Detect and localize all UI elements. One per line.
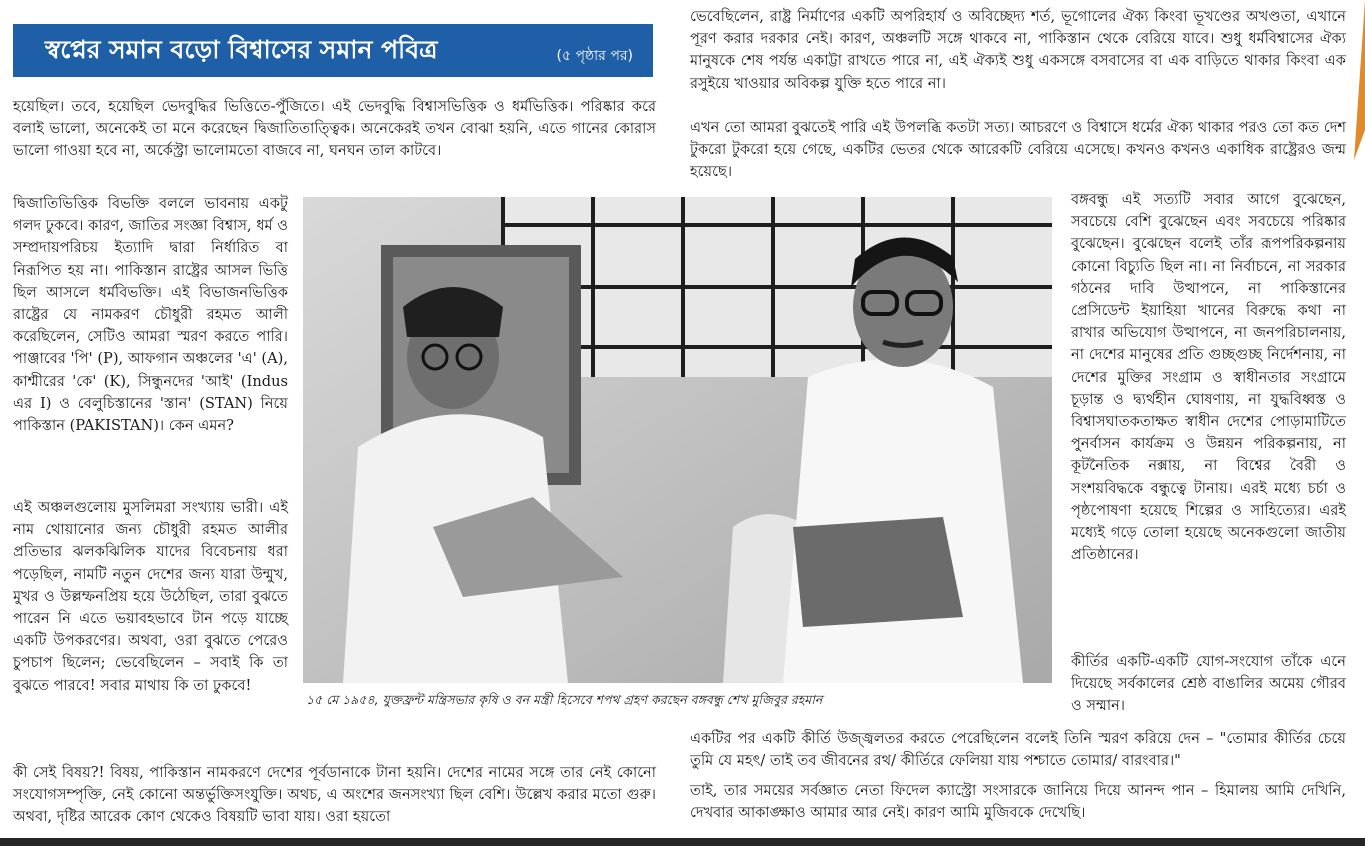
page-bottom-rule — [0, 838, 1365, 846]
paragraph-poem-quote: একটির পর একটি কীর্তি উজ্জ্বলতর করতে পেরেছিলেন বলেই তিনি স্মরণ করিয়ে দেন – "তোমার কীর্তির চেয়ে তুমি যে মহৎ/ তাই তব জীবনের রথ/ কীর্তিরে ফেলিয়া যায় পশ্চাতে তোমার/ বারংবার।" — [690, 730, 1346, 770]
paragraph-intro: হয়েছিল। তবে, হয়েছিল ভেদবুদ্ধির ভিত্তিতে-পুঁজিতে। এই ভেদবুদ্ধি বিশ্বাসভিত্তিক ও ধর্মভিত্তিক। পরিষ্কার করে বলাই ভালো, অনেকেই তা মনে করেছেন দ্বিজাতিতাত্ত্বিক। অনেকেরই তখন বোঝা হয়নি, এতে গানের কোরাস ভালো গাওয়া হবে না, অর্কেস্ট্রা ভালোমতো বাজবে না, ঘনঘন তাল কাটবে। — [13, 98, 656, 160]
page-edge-marker — [1352, 0, 1365, 160]
paragraph-bangabandhu: বঙ্গবন্ধু এই সত্যটি সবার আগে বুঝেছেন, সবচেয়ে বেশি বুঝেছেন এবং সবচেয়ে পরিষ্কার বুঝেছেন। বুঝেছেন বলেই তাঁর রূপপরিকল্পনায় কোনো বিচ্যুতি ছিল না। না নির্বাচনে, না সরকার গঠনের দাবি উত্থাপনে, না পাকিস্তানের প্রেসিডেন্ট ইয়াহিয়া খানের বিরুদ্ধে কথা না রাখার অভিযোগ উত্থাপনে, না জনপরিচালনায়, না দেশের মানুষের প্রতি গুচ্ছগুচ্ছ নির্দেশনায়, না দেশের মুক্তির সংগ্রাম ও স্বাধীনতার সংগ্রামে চূড়ান্ত ও দ্ব্যর্থহীন ঘোষণায়, না যুদ্ধবিধ্বস্ত ও বিশ্বাসঘাতকতাক্ষত স্বাধীন দেশের পোড়ামাটিতে পুনর্বাসন কার্যক্রম ও উন্নয়ন পরিকল্পনায়, না কূটনৈতিক নক্সায়, না বিশ্বের বৈরী ও সংশয়বিদ্ধকে বন্ধুত্বে টানায়। এরই মধ্যে চর্চা ও পৃষ্ঠপোষণা হয়েছে শিল্পের ও সাহিত্যের। এরই মধ্যেই গড়ে তোলা হয়েছে অনেকগুলো জাতীয় প্রতিষ্ঠানের। — [1071, 191, 1346, 564]
paragraph-castro-quote: তাই, তার সময়ের সর্বজ্ঞাত নেতা ফিদেল ক্যাস্ট্রো সংসারকে জানিয়ে দিয়ে আনন্দ পান – হিমালয় আমি দেখিনি, দেখবার আকাঙ্ক্ষাও আমার আর নেই। কারণ আমি মুজিবকে দেখেছি। — [690, 782, 1346, 822]
paragraph-muslim-majority: এই অঞ্চলগুলোয় মুসলিমরা সংখ্যায় ভারী। এই নাম থোয়ানোর জন্য চৌধুরী রহমত আলীর প্রতিভার ঝলকঝিলিক যাদের বিবেচনায় ধরা পড়েছিল, নামটি নতুন দেশের জন্য যারা উন্মুখ, মুখর ও উল্লম্ফনপ্রিয় হয়ে উঠেছিল, তারা বুঝতে পারেন নি এতে ভয়াবহভাবে টান পড়ে যাচ্ছে একটি উপকরণের। অথবা, ওরা বুঝতে পেরেও চুপচাপ ছিলেন; ভেবেছিলেন – সবাই কি তা বুঝতে পারবে! সবার মাথায় কি তা ঢুকবে! — [13, 499, 288, 694]
paragraph-east-wing: কী সেই বিষয়?! বিষয়, পাকিস্তান নামকরণে দেশের পূর্বডানাকে টানা হয়নি। দেশের নামের সঙ্গে তার নেই কোনো সংযোগসম্পৃক্তি, নেই কোনো অন্তর্ভুক্তিসংযুক্তি। অথচ, এ অংশের জনসংখ্যা ছিল বেশি। উল্লেখ করার মতো গুরু। অথবা, দৃষ্টির আরেক কোণ থেকেও বিষয়টি ভাবা যায়। ওরা হয়তো — [13, 764, 656, 826]
paragraph-glory: কীর্তির একটি-একটি যোগ-সংযোগ তাঁকে এনে দিয়েছে সর্বকালের শ্রেষ্ঠ বাঙালির অমেয় গৌরব ও সম্মান। — [1071, 653, 1346, 715]
photo-caption: ১৫ মে ১৯৫৪, যুক্তফ্রন্ট মন্ত্রিসভার কৃষি ও বন মন্ত্রী হিসেবে শপথ গ্রহণ করছেন বঙ্গবন্ধু শেখ মুজিবুর রহমান — [306, 692, 823, 707]
paragraph-realization: এখন তো আমরা বুঝতেই পারি এই উপলব্ধি কতটা সত্য। আচরণে ও বিশ্বাসে ধর্মের ঐক্য থাকার পরও তো কত দেশ টুকরো টুকরো হয়ে গেছে, একটির ভেতর থেকে আরেকটি বেরিয়ে এসেছে। কখনও কখনও একাধিক রাষ্ট্রেরও জন্ম হয়েছে। — [690, 119, 1346, 181]
oath-ceremony-photo — [303, 197, 1052, 683]
article-header-bar — [13, 24, 653, 77]
paragraph-two-nation: দ্বিজাতিভিত্তিক বিভক্তি বললে ভাবনায় একটু গলদ ঢুকবে। কারণ, জাতির সংজ্ঞা বিশ্বাস, ধর্ম ও সম্প্রদায়পরিচয় ইত্যাদি দ্বারা নির্ধারিত বা নিরূপিত হয় না। পাকিস্তান রাষ্ট্রের আসল ভিত্তি ছিল আসলে ধর্মবিভক্তি। এই বিভাজনভিত্তিক রাষ্ট্রের যে নামকরণ চৌধুরী রহমত আলী করেছিলেন, সেটিও আমরা স্মরণ করতে পারি। পাঞ্জাবের 'পি' (P), আফগান অঞ্চলের 'এ' (A), কাশ্মীরের 'কে' (K), সিন্ধুনদের 'আই' (Indus এর I) ও বেলুচিস্তানের 'স্তান' (STAN) নিয়ে পাকিস্তান (PAKISTAN)। কেন এমন? — [13, 195, 288, 435]
article-title: স্বপ্নের সমান বড়ো বিশ্বাসের সমান পবিত্র — [45, 35, 438, 64]
paragraph-geography: ভেবেছিলেন, রাষ্ট্র নির্মাণের একটি অপরিহার্য ও অবিচ্ছেদ্য শর্ত, ভূগোলের ঐক্য কিংবা ভূখণ্ডের অখণ্ডতা, এখানে পূরণ করার দরকার নেই। কারণ, অঞ্চলটি সঙ্গে থাকবে না, পাকিস্তান থেকে বেরিয়ে যাবে। শুধু ধর্মবিশ্বাসের ঐক্য মানুষকে শেষ পর্যন্ত একাট্টা রাখতে পারে না, এই ঐক্যই শুধু একসঙ্গে বসবাসের বা এক বাড়িতে থাকার কিংবা এক রসুইয়ে খাওয়ার অবিকল্প যুক্তি হতে পারে না। — [690, 8, 1346, 92]
continued-from-label: (৫ পৃষ্ঠার পর) — [556, 48, 633, 64]
